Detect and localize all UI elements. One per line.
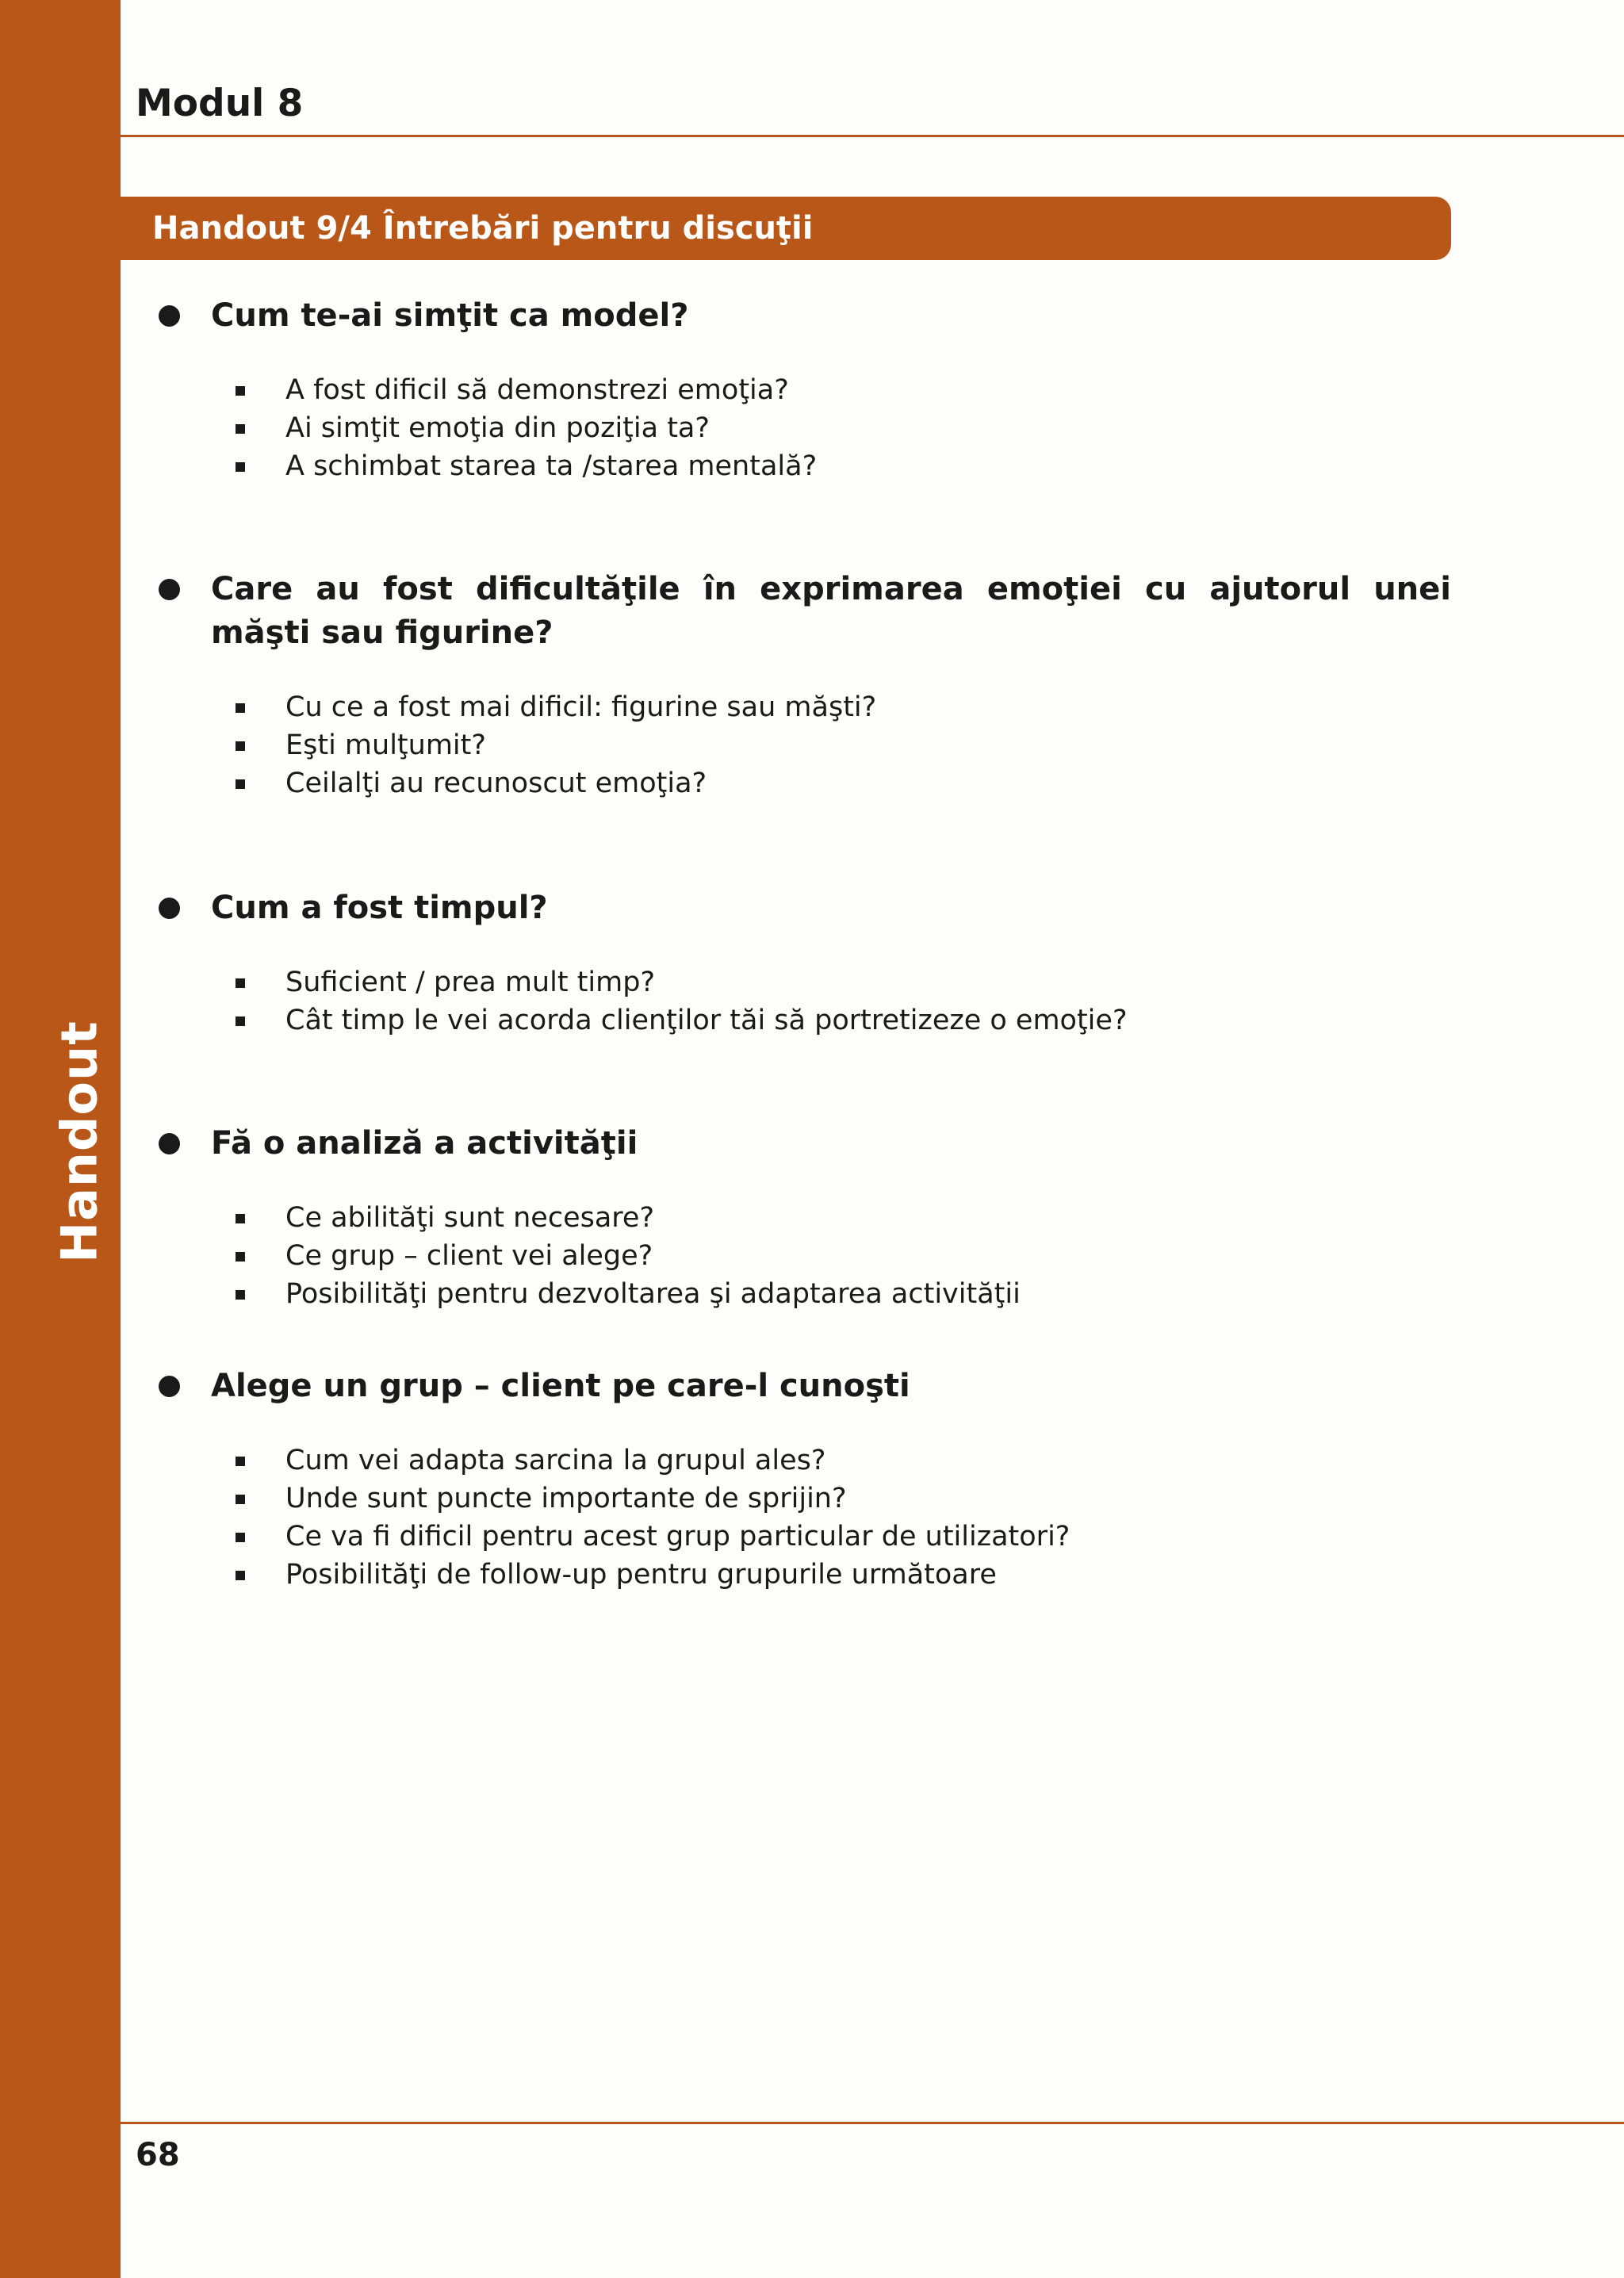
question-section (159, 1122, 1451, 1313)
sub-question-item (236, 1480, 1451, 1518)
sub-question-text: Ai simţit emoţia din poziţia ta? (285, 412, 710, 444)
square-bullet-icon (236, 1571, 245, 1580)
sub-question-text: Eşti mulţumit? (285, 729, 486, 761)
sub-question-item (236, 764, 1451, 802)
square-bullet-icon (236, 424, 245, 434)
question-heading: Fă o analiză a activităţii (211, 1125, 638, 1162)
question-heading: Alege un grup – client pe care-l cunoşti (211, 1368, 910, 1404)
square-bullet-icon (236, 1016, 245, 1026)
question-section (159, 568, 1451, 802)
sub-question-text: Posibilităţi de follow-up pentru grupurile următoare (285, 1559, 997, 1591)
question-heading: Cum te-ai simţit ca model? (211, 297, 689, 334)
sub-question-item (236, 1556, 1451, 1594)
square-bullet-icon (236, 1252, 245, 1262)
side-label: Handout (50, 1020, 109, 1263)
question-heading: Cum a fost timpul? (211, 890, 548, 926)
question-heading: Care au fost dificultăţile în exprimarea emoţiei cu ajutorul unei măşti sau figurine? (211, 571, 1451, 651)
square-bullet-icon (236, 703, 245, 713)
sub-question-item (236, 1001, 1451, 1039)
handout-title-bar (121, 197, 1451, 260)
sub-question-text: Suficient / prea mult timp? (285, 967, 656, 998)
sub-question-text: Cum vei adapta sarcina la grupul ales? (285, 1445, 826, 1476)
sub-question-list (236, 963, 1451, 1039)
square-bullet-icon (236, 1290, 245, 1300)
sub-question-item (236, 447, 1451, 485)
question-section (159, 294, 1451, 485)
sub-question-list (236, 1199, 1451, 1313)
sub-question-item (236, 1518, 1451, 1556)
sub-question-item (236, 726, 1451, 764)
sub-question-text: A schimbat starea ta /starea mentală? (285, 450, 818, 482)
sub-question-text: Ce grup – client vei alege? (285, 1240, 653, 1272)
round-bullet-icon (159, 1133, 180, 1154)
sub-question-item (236, 688, 1451, 726)
square-bullet-icon (236, 779, 245, 789)
round-bullet-icon (159, 1376, 180, 1397)
handout-title: Handout 9/4 Întrebări pentru discuţii (152, 210, 814, 247)
square-bullet-icon (236, 1214, 245, 1223)
sub-question-list (236, 371, 1451, 485)
question-section (159, 1365, 1451, 1594)
sub-question-text: A fost dificil să demonstrezi emoţia? (285, 374, 789, 406)
sub-question-text: Cât timp le vei acorda clienţilor tăi să portretizeze o emoţie? (285, 1005, 1128, 1036)
sub-question-list (236, 688, 1451, 802)
top-divider (121, 135, 1624, 137)
round-bullet-icon (159, 898, 180, 919)
sub-question-item (236, 1199, 1451, 1237)
question-section (159, 886, 1451, 1039)
sub-question-text: Ce va fi dificil pentru acest grup particular de utilizatori? (285, 1521, 1071, 1552)
square-bullet-icon (236, 1533, 245, 1542)
square-bullet-icon (236, 741, 245, 751)
sub-question-item (236, 1275, 1451, 1313)
sub-question-item (236, 371, 1451, 409)
module-title: Modul 8 (136, 82, 304, 125)
sub-question-item (236, 1441, 1451, 1480)
page-number: 68 (136, 2137, 180, 2173)
round-bullet-icon (159, 305, 180, 327)
sub-question-text: Cu ce a fost mai dificil: figurine sau măşti? (285, 691, 877, 723)
square-bullet-icon (236, 978, 245, 988)
round-bullet-icon (159, 579, 180, 600)
sub-question-item (236, 1237, 1451, 1275)
sub-question-item (236, 409, 1451, 447)
sub-question-item (236, 963, 1451, 1001)
bottom-divider (121, 2122, 1624, 2124)
sub-question-text: Ceilalţi au recunoscut emoţia? (285, 768, 707, 799)
square-bullet-icon (236, 462, 245, 472)
sub-question-list (236, 1441, 1451, 1594)
sub-question-text: Posibilităţi pentru dezvoltarea şi adaptarea activităţii (285, 1278, 1021, 1310)
sub-question-text: Ce abilităţi sunt necesare? (285, 1202, 655, 1234)
square-bullet-icon (236, 1495, 245, 1504)
square-bullet-icon (236, 386, 245, 396)
square-bullet-icon (236, 1457, 245, 1466)
sub-question-text: Unde sunt puncte importante de sprijin? (285, 1483, 847, 1514)
